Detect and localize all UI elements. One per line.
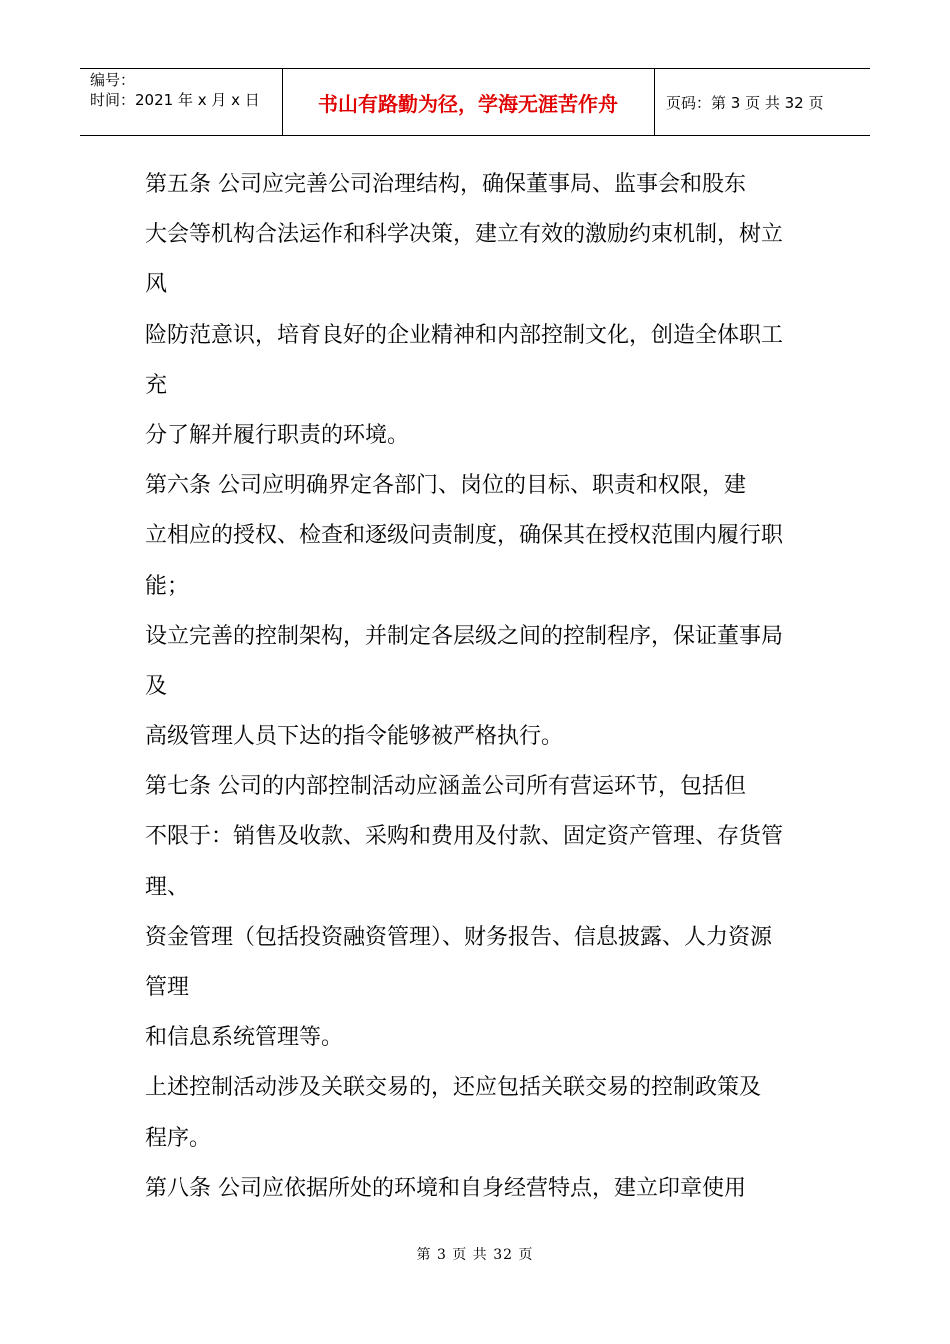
body-text-line: 设立完善的控制架构，并制定各层级之间的控制程序，保证董事局 [145, 623, 784, 649]
body-text-line: 不限于：销售及收款、采购和费用及付款、固定资产管理、存货管 [145, 824, 784, 850]
body-text-line: 风 [145, 272, 168, 298]
document-time-label: 时间：2021 年 x 月 x 日 [90, 91, 260, 109]
body-text-line: 第七条 公司的内部控制活动应涵盖公司所有营运环节，包括但 [145, 774, 746, 800]
body-text-line: 管理 [145, 975, 190, 1000]
document-body [145, 160, 805, 1214]
body-text-line: 程序。 [145, 1125, 212, 1151]
body-text-line: 第五条 公司应完善公司治理结构，确保董事局、监事会和股东 [145, 172, 746, 197]
body-text-line: 险防范意识，培育良好的企业精神和内部控制文化，创造全体职工 [145, 322, 784, 348]
page-header [80, 68, 870, 136]
body-text-line: 高级管理人员下达的指令能够被严格执行。 [145, 724, 564, 750]
body-text-line: 分了解并履行职责的环境。 [145, 422, 410, 448]
body-text-line: 大会等机构合法运作和科学决策，建立有效的激励约束机制，树立 [145, 222, 784, 248]
header-page-cell [654, 69, 870, 135]
header-motto-cell [282, 69, 655, 135]
header-info-cell [80, 69, 283, 135]
body-text-line: 上述控制活动涉及关联交易的，还应包括关联交易的控制政策及 [145, 1075, 762, 1101]
body-text-line: 理、 [145, 874, 190, 900]
body-text-line: 充 [145, 372, 168, 398]
body-text-line: 资金管理（包括投资融资管理）、财务报告、信息披露、人力资源 [145, 924, 773, 950]
body-text-line: 第八条 公司应依据所处的环境和自身经营特点，建立印章使用 [145, 1175, 746, 1201]
body-text-line: 能； [145, 573, 190, 599]
header-motto: 书山有路勤为径，学海无涯苦作舟 [318, 92, 618, 116]
body-text-line: 和信息系统管理等。 [145, 1025, 344, 1051]
body-text-line: 立相应的授权、检查和逐级问责制度，确保其在授权范围内履行职 [145, 523, 784, 549]
page-footer: 第 3 页 共 32 页 [416, 1247, 534, 1263]
header-page-info: 页码：第 3 页 共 32 页 [666, 94, 824, 112]
body-text-line: 及 [145, 673, 168, 699]
body-text-line: 第六条 公司应明确界定各部门、岗位的目标、职责和权限，建 [145, 473, 746, 499]
document-number-label: 编号： [90, 71, 136, 89]
